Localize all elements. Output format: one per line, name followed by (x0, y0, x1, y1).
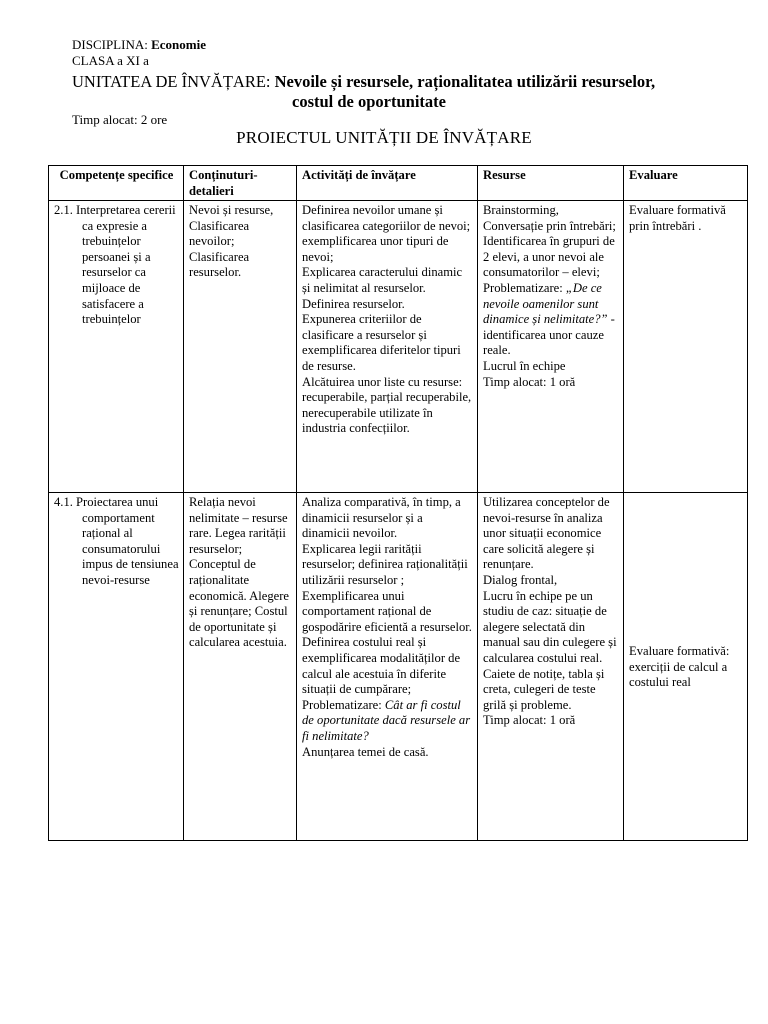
cell-continuturi: Nevoi și resurse, Clasificarea nevoilor; Clasificarea resurselor. (184, 201, 297, 493)
activitate-item: Explicarea caracterului dinamic și nelimitat al resurselor. (302, 265, 463, 295)
col-header-activitati: Activități de învățare (297, 166, 478, 201)
activitate-item: Anunțarea temei de casă. (302, 744, 429, 759)
unitate-line (72, 72, 732, 112)
cell-continuturi: Relația nevoi nelimitate – resurse rare. Legea rarității resurselor; Conceptul de raționalitate economică. Alegere și renunțare; Costul de oportunitate și calcularea acestuia. (184, 493, 297, 841)
resursa-item: Identificarea în grupuri de 2 elevi, a unor nevoi ale consumatorilor – elevi; (483, 234, 615, 280)
activitate-item: Definirea resurselor. (302, 296, 405, 311)
cell-evaluare (624, 493, 748, 841)
competenta-num: 2.1. (54, 203, 73, 217)
problematizare-label: Problematizare: (483, 280, 563, 295)
activitate-problematizare (302, 698, 473, 745)
competenta-text: Proiectarea unui comportament rațional al consumatorului impus de tensiunea nevoi-resurse (76, 495, 179, 587)
resursa-item: Lucru în echipe pe un studiu de caz: situație de alegere selectată din manual sau din culegere și calcularea costului real. (483, 588, 617, 665)
unitate-title-2: costul de oportunitate (292, 92, 446, 111)
competenta-text: Interpretarea cererii ca expresie a trebuințelor persoanei și a resurselor ca mijloace de satisfacere a trebuințelor (76, 203, 176, 327)
cell-evaluare: Evaluare formativă prin întrebări . (624, 201, 748, 493)
disciplina-line (72, 37, 206, 53)
cell-activitati (297, 201, 478, 493)
problematizare-after: - identificarea unor cauze reale. (483, 312, 615, 358)
activitate-item: Exemplificarea unui comportament rațional de gospodărire eficientă a resurselor. (302, 588, 472, 634)
cell-resurse (478, 201, 624, 493)
problematizare-label: Problematizare: (302, 697, 382, 712)
col-header-continuturi: Conținuturi-detalieri (184, 166, 297, 201)
unitate-title-1: Nevoile și resursele, raționalitatea utilizării resurselor, (274, 72, 656, 91)
col-header-evaluare: Evaluare (624, 166, 748, 201)
activitate-item: Alcătuirea unor liste cu resurse: recuperabile, parțial recuperabile, nerecuperabile utilizate în industria confecțiilor. (302, 374, 472, 436)
table-header-row (49, 166, 748, 201)
cell-competenta (49, 493, 184, 841)
disciplina-value: Economie (151, 37, 206, 52)
resursa-item: Dialog frontal, (483, 572, 558, 587)
proiect-table (48, 165, 748, 841)
table-row (49, 493, 748, 841)
activitate-item: Definirea nevoilor umane și clasificarea categoriilor de nevoi; exemplificarea unor tipuri de nevoi; (302, 203, 471, 264)
resursa-item: Caiete de notițe, tabla și creta, culegeri de teste grilă și probleme. (483, 666, 605, 712)
evaluare-text: Evaluare formativă: exerciții de calcul a costului real (629, 644, 730, 690)
problematizare-question: Cât ar fi costul de oportunitate dacă resursele ar fi nelimitate? (302, 697, 471, 743)
table-row (49, 201, 748, 493)
activitate-item: Analiza comparativă, în timp, a dinamicii resurselor și a dinamicii nevoilor. (302, 495, 461, 541)
resursa-item: Utilizarea conceptelor de nevoi-resurse în analiza unor situații economice care solicită alegere și renunțare. (483, 495, 610, 572)
proiect-title: PROIECTUL UNITĂȚII DE ÎNVĂȚARE (236, 128, 532, 147)
cell-resurse (478, 493, 624, 841)
activitate-item: Explicarea legii rarității resurselor; definirea raționalității utilizării resurselor ; (302, 541, 468, 587)
clasa-line: CLASA a XI a (72, 53, 149, 68)
cell-activitati (297, 493, 478, 841)
resursa-item: Lucrul în echipe (483, 358, 566, 373)
disciplina-label: DISCIPLINA: (72, 37, 148, 52)
cell-competenta (49, 201, 184, 493)
resursa-item: Timp alocat: 1 oră (483, 374, 576, 389)
timp-line: Timp alocat: 2 ore (72, 112, 168, 127)
resursa-item: Conversație prin întrebări; (483, 218, 616, 233)
col-header-competente: Competențe specifice (49, 166, 184, 201)
unitate-label: UNITATEA DE ÎNVĂȚARE: (72, 72, 271, 91)
competenta-num: 4.1. (54, 495, 73, 509)
col-header-resurse: Resurse (478, 166, 624, 201)
activitate-item: Definirea costului real și exemplificarea modalităților de calcul ale acestuia în diferite situații de cumpărare; (302, 635, 461, 697)
activitate-item: Expunerea criteriilor de clasificare a resurselor și exemplificarea diferitelor tipuri de resurse. (302, 312, 461, 373)
resursa-item: Brainstorming, (483, 203, 559, 217)
resursa-item: Timp alocat: 1 oră (483, 713, 576, 728)
problematizare-question: „De ce nevoile oamenilor sunt dinamice și nelimitate?” (483, 280, 608, 327)
resursa-problematizare (483, 281, 619, 359)
